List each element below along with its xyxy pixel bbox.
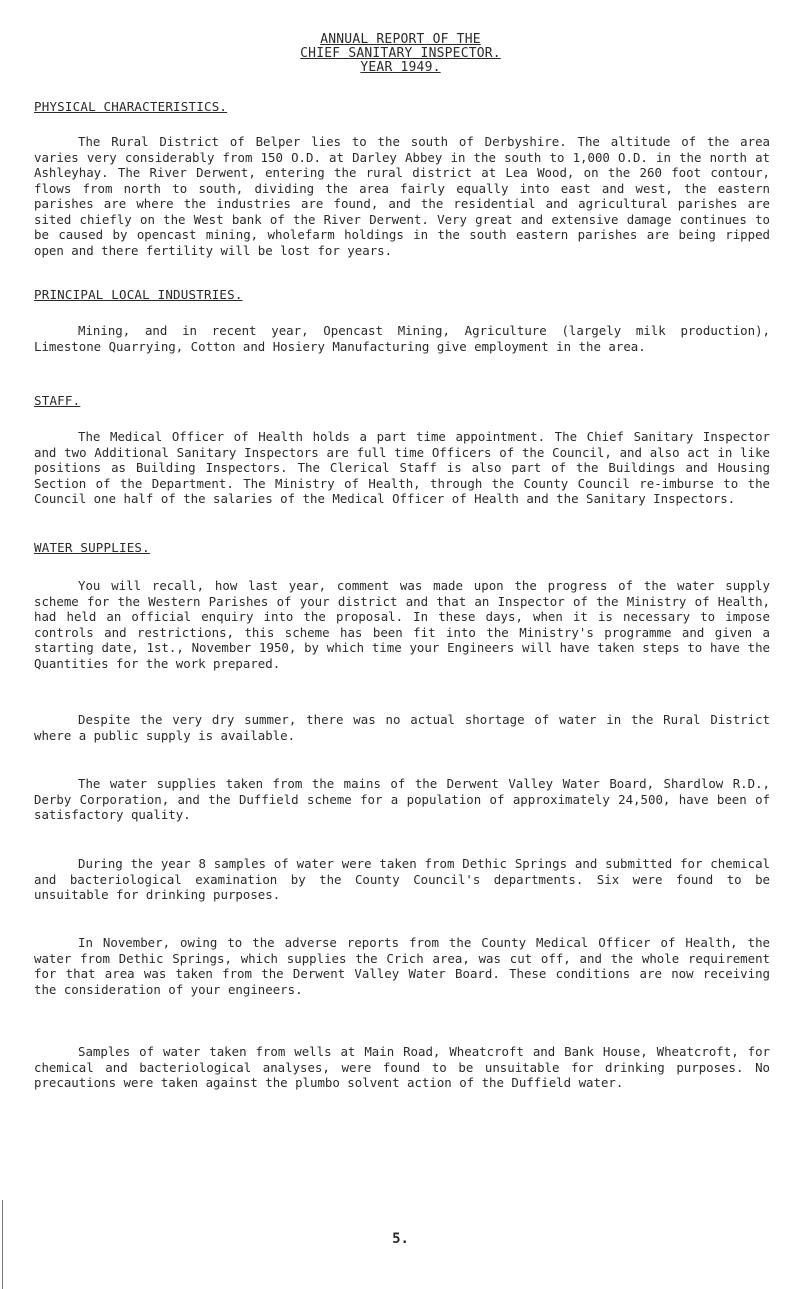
paragraph-water-1: You will recall, how last year, comment was made upon the progress of the water supply scheme for the Western Parishes of your district and that an Inspector of the Ministry of Health, had held an official enquiry into the proposal. In these days, when it is necessary to impose controls and restrictions, this scheme has been fit into the Ministry's programme and given a starting date, 1st., November 1950, by which time your Engineers will have taken steps to have the Quantities for the work prepared.: [34, 578, 770, 671]
paragraph-physical-1: The Rural District of Belper lies to the south of Derbyshire. The altitude of the area varies very considerably from 150 O.D. at Darley Abbey in the south to 1,000 O.D. in the north at Ashleyhay. The River Derwent, entering the rural district at Lea Wood, on the 260 foot contour, flows from north to south, dividing the area fairly equally into east and west, the eastern parishes are where the industries are found, and the residential and agricultural parishes are sited chiefly on the West bank of the River Derwent. Very great and extensive damage continues to be caused by opencast mining, wholefarm holdings in the south eastern parishes are being ripped open and there fertility will be lost for years.: [34, 134, 770, 258]
paragraph-water-2: Despite the very dry summer, there was no actual shortage of water in the Rural District where a public supply is available.: [34, 712, 770, 743]
paragraph-water-5: In November, owing to the adverse reports from the County Medical Officer of Health, the water from Dethic Springs, which supplies the Crich area, was cut off, and the whole requirement for that area was taken from the Derwent Valley Water Board. These conditions are now receiving the consideration of your engineers.: [34, 935, 770, 997]
paragraph-water-4: During the year 8 samples of water were taken from Dethic Springs and submitted for chemical and bacteriological examination by the County Council's departments. Six were found to be unsuitable for drinking purposes.: [34, 856, 770, 902]
scan-edge-line: [2, 1200, 3, 1289]
heading-line-2: CHIEF SANITARY INSPECTOR.: [300, 46, 501, 61]
section-title-physical: PHYSICAL CHARACTERISTICS.: [34, 99, 228, 114]
report-heading: [0, 33, 801, 75]
heading-line-1: ANNUAL REPORT OF THE: [320, 32, 481, 47]
page-number: 5.: [392, 1231, 409, 1247]
paragraph-water-3: The water supplies taken from the mains of the Derwent Valley Water Board, Shardlow R.D., Derby Corporation, and the Duffield scheme for a population of approximately 24,500, have been of satisfactory quality.: [34, 776, 770, 822]
section-title-staff: STAFF.: [34, 393, 81, 408]
paragraph-industries-1: Mining, and in recent year, Opencast Mining, Agriculture (largely milk production), Limestone Quarrying, Cotton and Hosiery Manufacturing give employment in the area.: [34, 323, 770, 354]
section-title-water: WATER SUPPLIES.: [34, 540, 150, 555]
heading-line-3: YEAR 1949.: [360, 60, 441, 75]
section-title-industries: PRINCIPAL LOCAL INDUSTRIES.: [34, 287, 243, 302]
paragraph-water-6: Samples of water taken from wells at Main Road, Wheatcroft and Bank House, Wheatcroft, for chemical and bacteriological analyses, were found to be unsuitable for drinking purposes. No precautions were taken against the plumbo solvent action of the Duffield water.: [34, 1044, 770, 1090]
paragraph-staff-1: The Medical Officer of Health holds a part time appointment. The Chief Sanitary Inspector and two Additional Sanitary Inspectors are full time Officers of the Council, and also act in like positions as Building Inspectors. The Clerical Staff is also part of the Buildings and Housing Section of the Department. The Ministry of Health, through the County Council re-imburse to the Council one half of the salaries of the Medical Officer of Health and the Sanitary Inspectors.: [34, 429, 770, 506]
